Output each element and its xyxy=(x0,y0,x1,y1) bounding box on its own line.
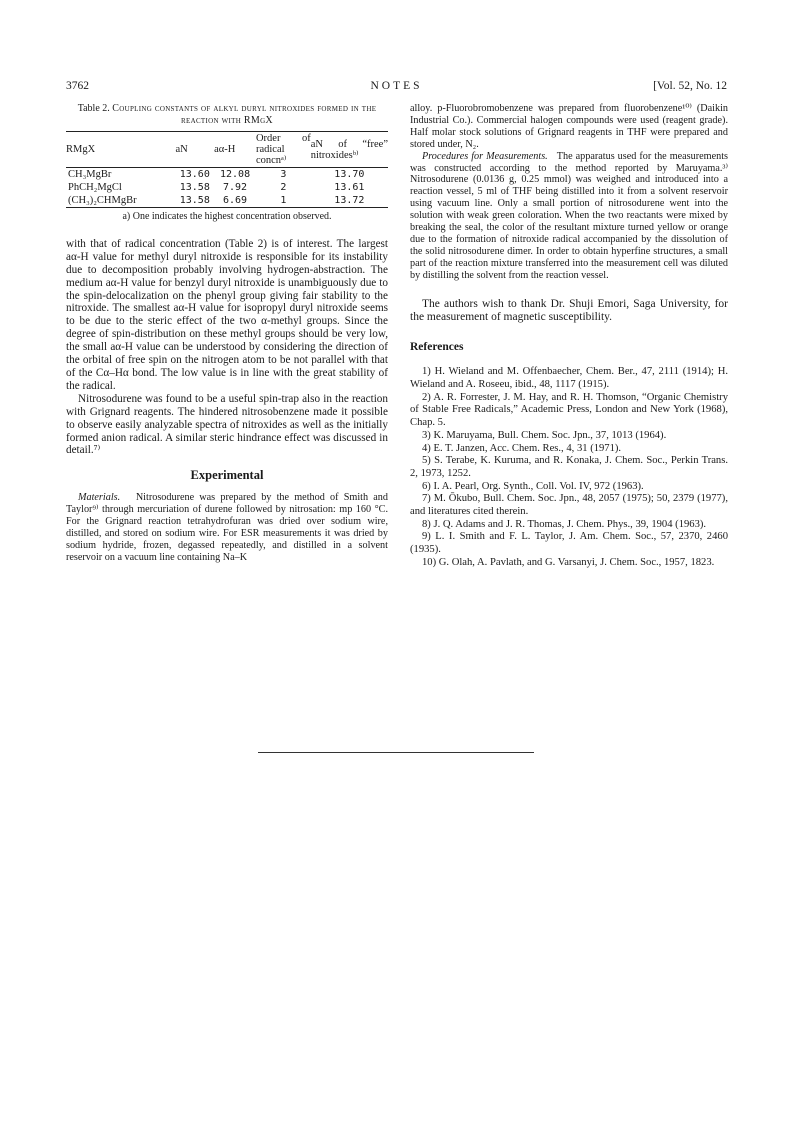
end-rule xyxy=(258,752,534,753)
experimental-heading: Experimental xyxy=(190,468,264,483)
table-footnote: a) One indicates the highest concentration observed. xyxy=(122,211,332,222)
table-caption xyxy=(66,103,388,127)
reference-item: 4) E. T. Janzen, Acc. Chem. Res., 4, 31 (1971). xyxy=(422,442,622,454)
reference-item: 2) A. R. Forrester, J. M. Hay, and R. H. Thomson, “Organic Chemistry of Stable Free Radicals,” Academic Press, London and New York (1968), Chap. 5. xyxy=(410,391,728,429)
procedures-paragraph xyxy=(410,151,728,282)
reference-item: 8) J. Q. Adams and J. R. Thomas, J. Chem. Phys., 39, 1904 (1963). xyxy=(422,518,707,530)
table-cell: CH₃MgBr xyxy=(68,169,112,180)
table-header-cell: Order of radical concnᵃ⁾ xyxy=(255,133,311,166)
reference-item: 9) L. I. Smith and F. L. Taylor, J. Am. Chem. Soc., 57, 2370, 2460 (1935). xyxy=(410,531,728,556)
table-cell: 13.70 xyxy=(334,169,365,180)
coupling-constants-table xyxy=(66,131,388,208)
materials-paragraph xyxy=(66,492,388,563)
table-cell: 13.72 xyxy=(334,195,365,206)
table-cell: 13.58 xyxy=(179,195,210,206)
table-cell: 3 xyxy=(280,169,287,180)
table-cell: 13.61 xyxy=(334,182,365,193)
volume-info: [Vol. 52, No. 12 xyxy=(653,80,727,92)
page-number: 3762 xyxy=(66,80,89,92)
reference-item: 7) M. Ōkubo, Bull. Chem. Soc. Jpn., 48, 2057 (1975); 50, 2379 (1977), and literatures cited therein. xyxy=(410,493,728,518)
materials-text: Nitrosodurene was prepared by the method of Smith and Taylor⁹⁾ through mercuriation of durene followed by nitrosation: mp 160 °C. For the Grignard reaction tetrahydrofuran was dried over sodium wire, distilled, and stored on sodium wire. For ESR measurements it was dried by sodium hydride, frozen, degassed repeatedly, and distilled in a solvent reservoir on a vacuum line containing Na–K xyxy=(66,492,388,563)
table-cell: (CH₃)₂CHMgBr xyxy=(68,195,137,206)
table-cell: PhCH₂MgCl xyxy=(68,182,122,193)
table-cell: 13.58 xyxy=(179,182,210,193)
materials-continued: alloy. p-Fluorobromobenzene was prepared from fluorobenzene¹⁰⁾ (Daikin Industrial Co.). Commercial halogen compounds were used (reagent grade). Half molar stock solutions of Grignard reagents in THF were prepared and stored under, N₂. xyxy=(410,103,728,150)
references-heading: References xyxy=(410,341,464,354)
reference-item: 3) K. Maruyama, Bull. Chem. Soc. Jpn., 37, 1013 (1964). xyxy=(422,429,667,441)
table-cell: 1 xyxy=(280,195,287,206)
table-caption-label: Table 2. xyxy=(77,103,110,114)
right-column xyxy=(410,103,728,570)
table-header-cell: RMgX xyxy=(66,144,96,155)
table-cell: 13.60 xyxy=(179,169,210,180)
left-column xyxy=(66,103,388,564)
table-cell: 6.69 xyxy=(222,195,248,206)
table-row xyxy=(66,194,388,208)
discussion-paragraph: with that of radical concentration (Table 2) is of interest. The largest aα-H value for methyl duryl nitroxide is responsible for its instability due to decomposition probably involving hydrogen-abstraction. The medium aα-H value for benzyl duryl nitroxide is unambiguously due to the spin-delocalization on the phenyl group giving fair stability to the nitroxide. The smallest aα-H value for isopropyl duryl nitroxide seems to be due to the steric effect of the two α-methyl groups. Since the degree of spin-distribution on these methyl groups should be very low, the small aα-H value can be understood by considering the direction of the orbital of free spin on the nitrogen atom to be not parallel with that of the Cα–Hα bond. The low value is in line with the great stability of the radical. xyxy=(66,237,388,392)
materials-label: Materials. xyxy=(78,492,121,504)
reference-item: 5) S. Terabe, K. Kuruma, and R. Konaka, J. Chem. Soc., Perkin Trans. 2, 1973, 1252. xyxy=(410,455,728,479)
table-cell: 12.08 xyxy=(219,169,251,180)
table-header-cell: aN xyxy=(175,144,188,155)
acknowledgement: The authors wish to thank Dr. Shuji Emori, Saga University, for the measurement of magnetic susceptibility. xyxy=(410,297,728,323)
table-row xyxy=(66,181,388,194)
reference-item: 10) G. Olah, A. Pavlath, and G. Varsanyi, J. Chem. Soc., 1957, 1823. xyxy=(422,556,715,568)
reference-item: 1) H. Wieland and M. Offenbaecher, Chem. Ber., 47, 2111 (1914); H. Wieland and A. Roseeu, ibid., 48, 1117 (1915). xyxy=(410,366,728,391)
table-cell: 7.92 xyxy=(222,182,248,193)
procedures-label: Procedures for Measurements. xyxy=(422,150,548,162)
reference-item: 6) I. A. Pearl, Org. Synth., Coll. Vol. IV, 972 (1963). xyxy=(422,480,644,492)
table-header-cell: aα-H xyxy=(214,144,236,155)
table-row xyxy=(66,168,388,182)
table-cell: 2 xyxy=(280,182,287,193)
table-header-row xyxy=(66,132,388,168)
table-header-cell: aN of “free” nitroxidesᵇ⁾ xyxy=(310,138,388,161)
section-title: NOTES xyxy=(370,80,423,92)
table-caption-text: Coupling constants of alkyl duryl nitroxides formed in the reaction with RMgX xyxy=(112,103,377,126)
procedures-text: The apparatus used for the measurements was constructed according to the method reported by Maruyama.³⁾ Nitrosodurene (0.0136 g, 0.25 mmol) was weighed and introduced into a reaction vessel, 5 ml of THF being distilled into it from a solvent reservoir using vacuum line. Only a small portion of nitrosodurene went into the solution with weak green coloration. When the two reactants were mixed by breaking the seal, the color of the resultant mixture turned yellow or orange due to the formation of nitroxide radical accompanied by the dissolution of the solid nitrosodurene dimer. In order to obtain hyperfine structures, a small part of the reaction mixture transferred into the measurement cell was diluted by distilling the solvent from the reaction vessel. xyxy=(410,150,728,281)
discussion-paragraph: Nitrosodurene was found to be a useful spin-trap also in the reaction with Grignard reagents. The hindered nitrosobenzene made it possible to observe easily analyzable spectra of nitroxides as well as the initially formed anion radical. A similar steric hindrance effect was discussed in detail.⁷⁾ xyxy=(66,392,388,457)
